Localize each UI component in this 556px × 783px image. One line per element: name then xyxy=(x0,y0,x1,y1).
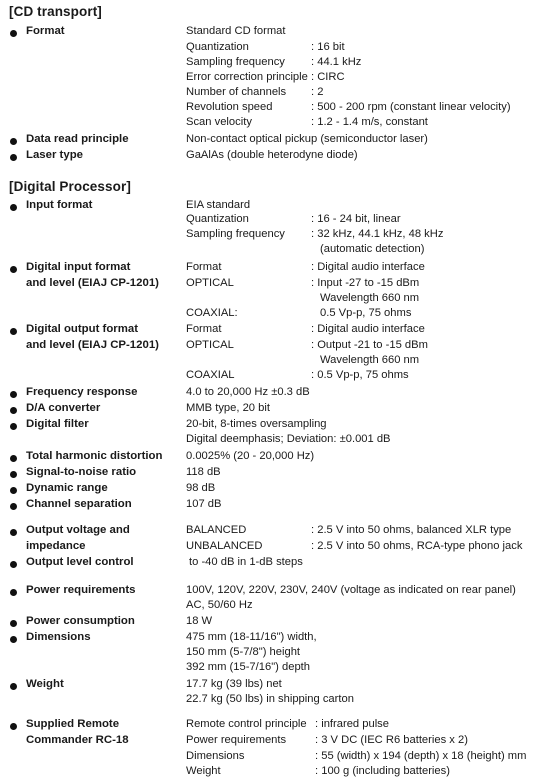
spec-subname: Number of channels xyxy=(186,86,287,98)
spec-value: 17.7 kg (39 lbs) net xyxy=(186,678,282,690)
spec-value: GaAlAs (double heterodyne diode) xyxy=(186,149,358,161)
bullet-icon xyxy=(10,30,17,37)
spec-subname: Scan velocity xyxy=(186,116,252,128)
spec-subvalue: : 2 xyxy=(311,86,324,98)
spec-value: Digital deemphasis; Deviation: ±0.001 dB xyxy=(186,433,391,445)
spec-label-da-converter: D/A converter xyxy=(26,402,101,414)
bullet-icon xyxy=(10,471,17,478)
spec-subname: Format xyxy=(186,323,222,335)
bullet-icon xyxy=(10,589,17,596)
spec-subname: Weight xyxy=(186,765,221,777)
bullet-icon xyxy=(10,620,17,627)
spec-label-data-read: Data read principle xyxy=(26,133,129,145)
spec-subname: OPTICAL xyxy=(186,277,234,289)
bullet-icon xyxy=(10,487,17,494)
spec-value: EIA standard xyxy=(186,199,251,211)
spec-label-dynamic-range: Dynamic range xyxy=(26,482,108,494)
spec-label-format: Format xyxy=(26,25,65,37)
spec-label-laser: Laser type xyxy=(26,149,83,161)
spec-value: 20-bit, 8-times oversampling xyxy=(186,418,327,430)
spec-subvalue: : 500 - 200 rpm (constant linear velocity) xyxy=(311,101,511,113)
spec-value: 475 mm (18-11/16") width, xyxy=(186,631,317,643)
spec-label-power-consumption: Power consumption xyxy=(26,615,135,627)
bullet-icon xyxy=(10,328,17,335)
spec-subvalue: : 16 bit xyxy=(311,41,345,53)
bullet-icon xyxy=(10,636,17,643)
bullet-icon xyxy=(10,266,17,273)
spec-subname: OPTICAL xyxy=(186,339,234,351)
spec-label-digital-input: Digital input format xyxy=(26,261,131,273)
spec-label-digital-output-2: and level (EIAJ CP-1201) xyxy=(26,339,159,351)
spec-subvalue: : 2.5 V into 50 ohms, RCA-type phono jack xyxy=(311,540,523,552)
spec-value: 18 W xyxy=(186,615,213,627)
spec-label-channel-separation: Channel separation xyxy=(26,498,132,510)
spec-label-weight: Weight xyxy=(26,678,64,690)
bullet-icon xyxy=(10,154,17,161)
spec-subvalue: : 32 kHz, 44.1 kHz, 48 kHz xyxy=(311,228,444,240)
spec-value: Non-contact optical pickup (semiconductor laser) xyxy=(186,133,428,145)
spec-subvalue: : Digital audio interface xyxy=(311,261,425,273)
spec-note: (automatic detection) xyxy=(320,243,425,255)
spec-label-input-format: Input format xyxy=(26,199,93,211)
spec-value: to -40 dB in 1-dB steps xyxy=(189,556,303,568)
spec-label-output-level: Output level control xyxy=(26,556,134,568)
spec-value: 150 mm (5-7/8") height xyxy=(186,646,301,658)
spec-value: Remote control principle xyxy=(186,718,307,730)
spec-label-digital-output: Digital output format xyxy=(26,323,138,335)
spec-subvalue: : infrared pulse xyxy=(315,718,390,730)
spec-subvalue: : Input -27 to -15 dBm xyxy=(311,277,420,289)
spec-subname: Quantization xyxy=(186,41,249,53)
spec-label-output-voltage-2: impedance xyxy=(26,540,86,552)
spec-subvalue: : 0.5 Vp-p, 75 ohms xyxy=(311,369,409,381)
spec-subvalue: 0.5 Vp-p, 75 ohms xyxy=(320,307,412,319)
bullet-icon xyxy=(10,529,17,536)
spec-label-power-requirements: Power requirements xyxy=(26,584,136,596)
spec-label-frequency-response: Frequency response xyxy=(26,386,138,398)
spec-subname: Quantization xyxy=(186,213,249,225)
spec-subvalue: : 44.1 kHz xyxy=(311,56,362,68)
spec-value: AC, 50/60 Hz xyxy=(186,599,253,611)
spec-subvalue: : 16 - 24 bit, linear xyxy=(311,213,401,225)
spec-value: 0.0025% (20 - 20,000 Hz) xyxy=(186,450,315,462)
spec-value: 4.0 to 20,000 Hz ±0.3 dB xyxy=(186,386,310,398)
bullet-icon xyxy=(10,407,17,414)
bullet-icon xyxy=(10,455,17,462)
spec-label-remote-2: Commander RC-18 xyxy=(26,734,129,746)
section-heading-digital-processor: [Digital Processor] xyxy=(9,179,131,194)
spec-subname: Error correction principle xyxy=(186,71,308,83)
spec-subvalue: : 100 g (including batteries) xyxy=(315,765,450,777)
spec-subname: Format xyxy=(186,261,222,273)
spec-subvalue: : 3 V DC (IEC R6 batteries x 2) xyxy=(315,734,468,746)
spec-subname: UNBALANCED xyxy=(186,540,263,552)
spec-subname: COAXIAL xyxy=(186,369,235,381)
spec-subname: Sampling frequency xyxy=(186,56,285,68)
spec-subvalue: Wavelength 660 nm xyxy=(320,292,420,304)
bullet-icon xyxy=(10,423,17,430)
spec-value: 98 dB xyxy=(186,482,216,494)
spec-subname: Power requirements xyxy=(186,734,287,746)
spec-value: 118 dB xyxy=(186,466,221,478)
section-heading-cd-transport: [CD transport] xyxy=(9,4,102,19)
spec-subname: Sampling frequency xyxy=(186,228,285,240)
spec-label-dimensions: Dimensions xyxy=(26,631,91,643)
bullet-icon xyxy=(10,561,17,568)
spec-label-thd: Total harmonic distortion xyxy=(26,450,163,462)
spec-subname: BALANCED xyxy=(186,524,247,536)
spec-value: Standard CD format xyxy=(186,25,286,37)
bullet-icon xyxy=(10,683,17,690)
spec-value: 107 dB xyxy=(186,498,222,510)
bullet-icon xyxy=(10,138,17,145)
spec-label-digital-filter: Digital filter xyxy=(26,418,89,430)
spec-subname: COAXIAL: xyxy=(186,307,238,319)
spec-subvalue: : CIRC xyxy=(311,71,345,83)
bullet-icon xyxy=(10,723,17,730)
spec-subname: Revolution speed xyxy=(186,101,273,113)
spec-subname: Dimensions xyxy=(186,750,245,762)
bullet-icon xyxy=(10,391,17,398)
spec-subvalue: : 55 (width) x 194 (depth) x 18 (height) mm xyxy=(315,750,527,762)
spec-label-output-voltage: Output voltage and xyxy=(26,524,130,536)
spec-subvalue: : 2.5 V into 50 ohms, balanced XLR type xyxy=(311,524,512,536)
spec-value: MMB type, 20 bit xyxy=(186,402,270,414)
spec-label-snr: Signal-to-noise ratio xyxy=(26,466,137,478)
spec-subvalue: Wavelength 660 nm xyxy=(320,354,420,366)
spec-label-remote: Supplied Remote xyxy=(26,718,120,730)
spec-subvalue: : 1.2 - 1.4 m/s, constant xyxy=(311,116,428,128)
bullet-icon xyxy=(10,204,17,211)
spec-value: 22.7 kg (50 lbs) in shipping carton xyxy=(186,693,354,705)
spec-subvalue: : Output -21 to -15 dBm xyxy=(311,339,428,351)
spec-label-digital-input-2: and level (EIAJ CP-1201) xyxy=(26,277,159,289)
bullet-icon xyxy=(10,503,17,510)
spec-value: 100V, 120V, 220V, 230V, 240V (voltage as indicated on rear panel) xyxy=(186,584,516,596)
spec-value: 392 mm (15-7/16") depth xyxy=(186,661,310,673)
spec-subvalue: : Digital audio interface xyxy=(311,323,425,335)
